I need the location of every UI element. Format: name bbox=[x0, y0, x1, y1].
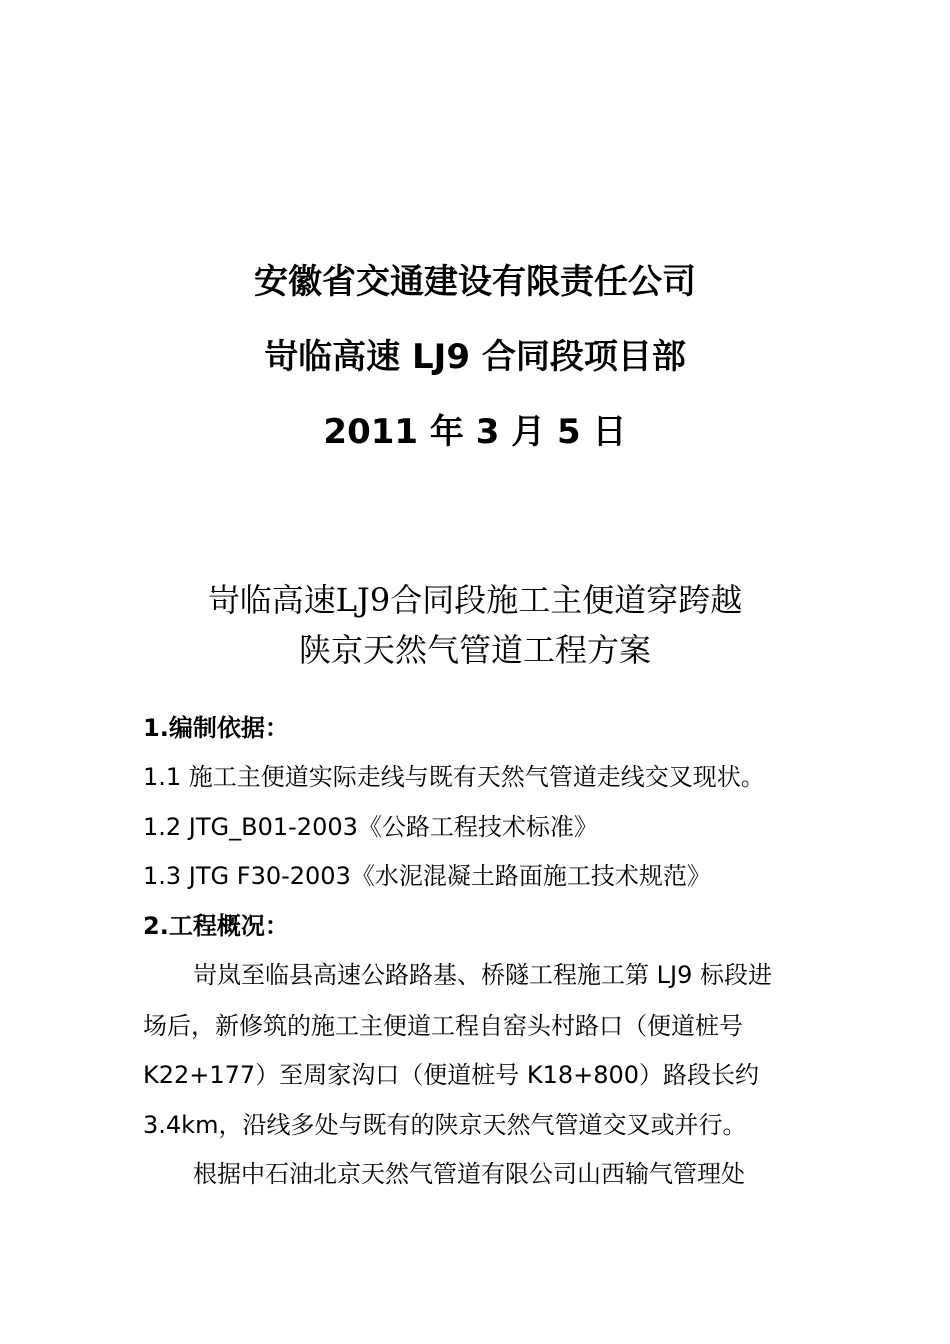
document-title-line1: 岢临高速LJ9合同段施工主便道穿跨越 bbox=[207, 581, 743, 619]
section2-paragraph-line: K22+177）至周家沟口（便道桩号 K18+800）路段长约 bbox=[143, 1061, 760, 1089]
section2-paragraph-line: 岢岚至临县高速公路路基、桥隧工程施工第 LJ9 标段进 bbox=[193, 961, 772, 989]
section2-paragraph-line: 场后，新修筑的施工主便道工程自窑头村路口（便道桩号 bbox=[143, 1012, 743, 1040]
cover-company: 安徽省交通建设有限责任公司 bbox=[254, 262, 696, 302]
document-title-line2: 陕京天然气管道工程方案 bbox=[298, 631, 651, 669]
cover-project-dept: 岢临高速 LJ9 合同段项目部 bbox=[264, 337, 686, 377]
section1-item: 1.1 施工主便道实际走线与既有天然气管道走线交叉现状。 bbox=[143, 763, 765, 791]
section1-heading: 1.编制依据： bbox=[143, 714, 289, 742]
section1-item: 1.3 JTG F30-2003《水泥混凝土路面施工技术规范》 bbox=[143, 862, 711, 890]
cover-date: 2011 年 3 月 5 日 bbox=[323, 412, 627, 452]
section2-paragraph-line: 3.4km，沿线多处与既有的陕京天然气管道交叉或并行。 bbox=[143, 1111, 747, 1139]
section2-heading: 2.工程概况： bbox=[143, 912, 289, 940]
section1-item: 1.2 JTG_B01-2003《公路工程技术标准》 bbox=[143, 813, 598, 841]
section2-paragraph-line: 根据中石油北京天然气管道有限公司山西输气管理处 bbox=[193, 1160, 745, 1188]
